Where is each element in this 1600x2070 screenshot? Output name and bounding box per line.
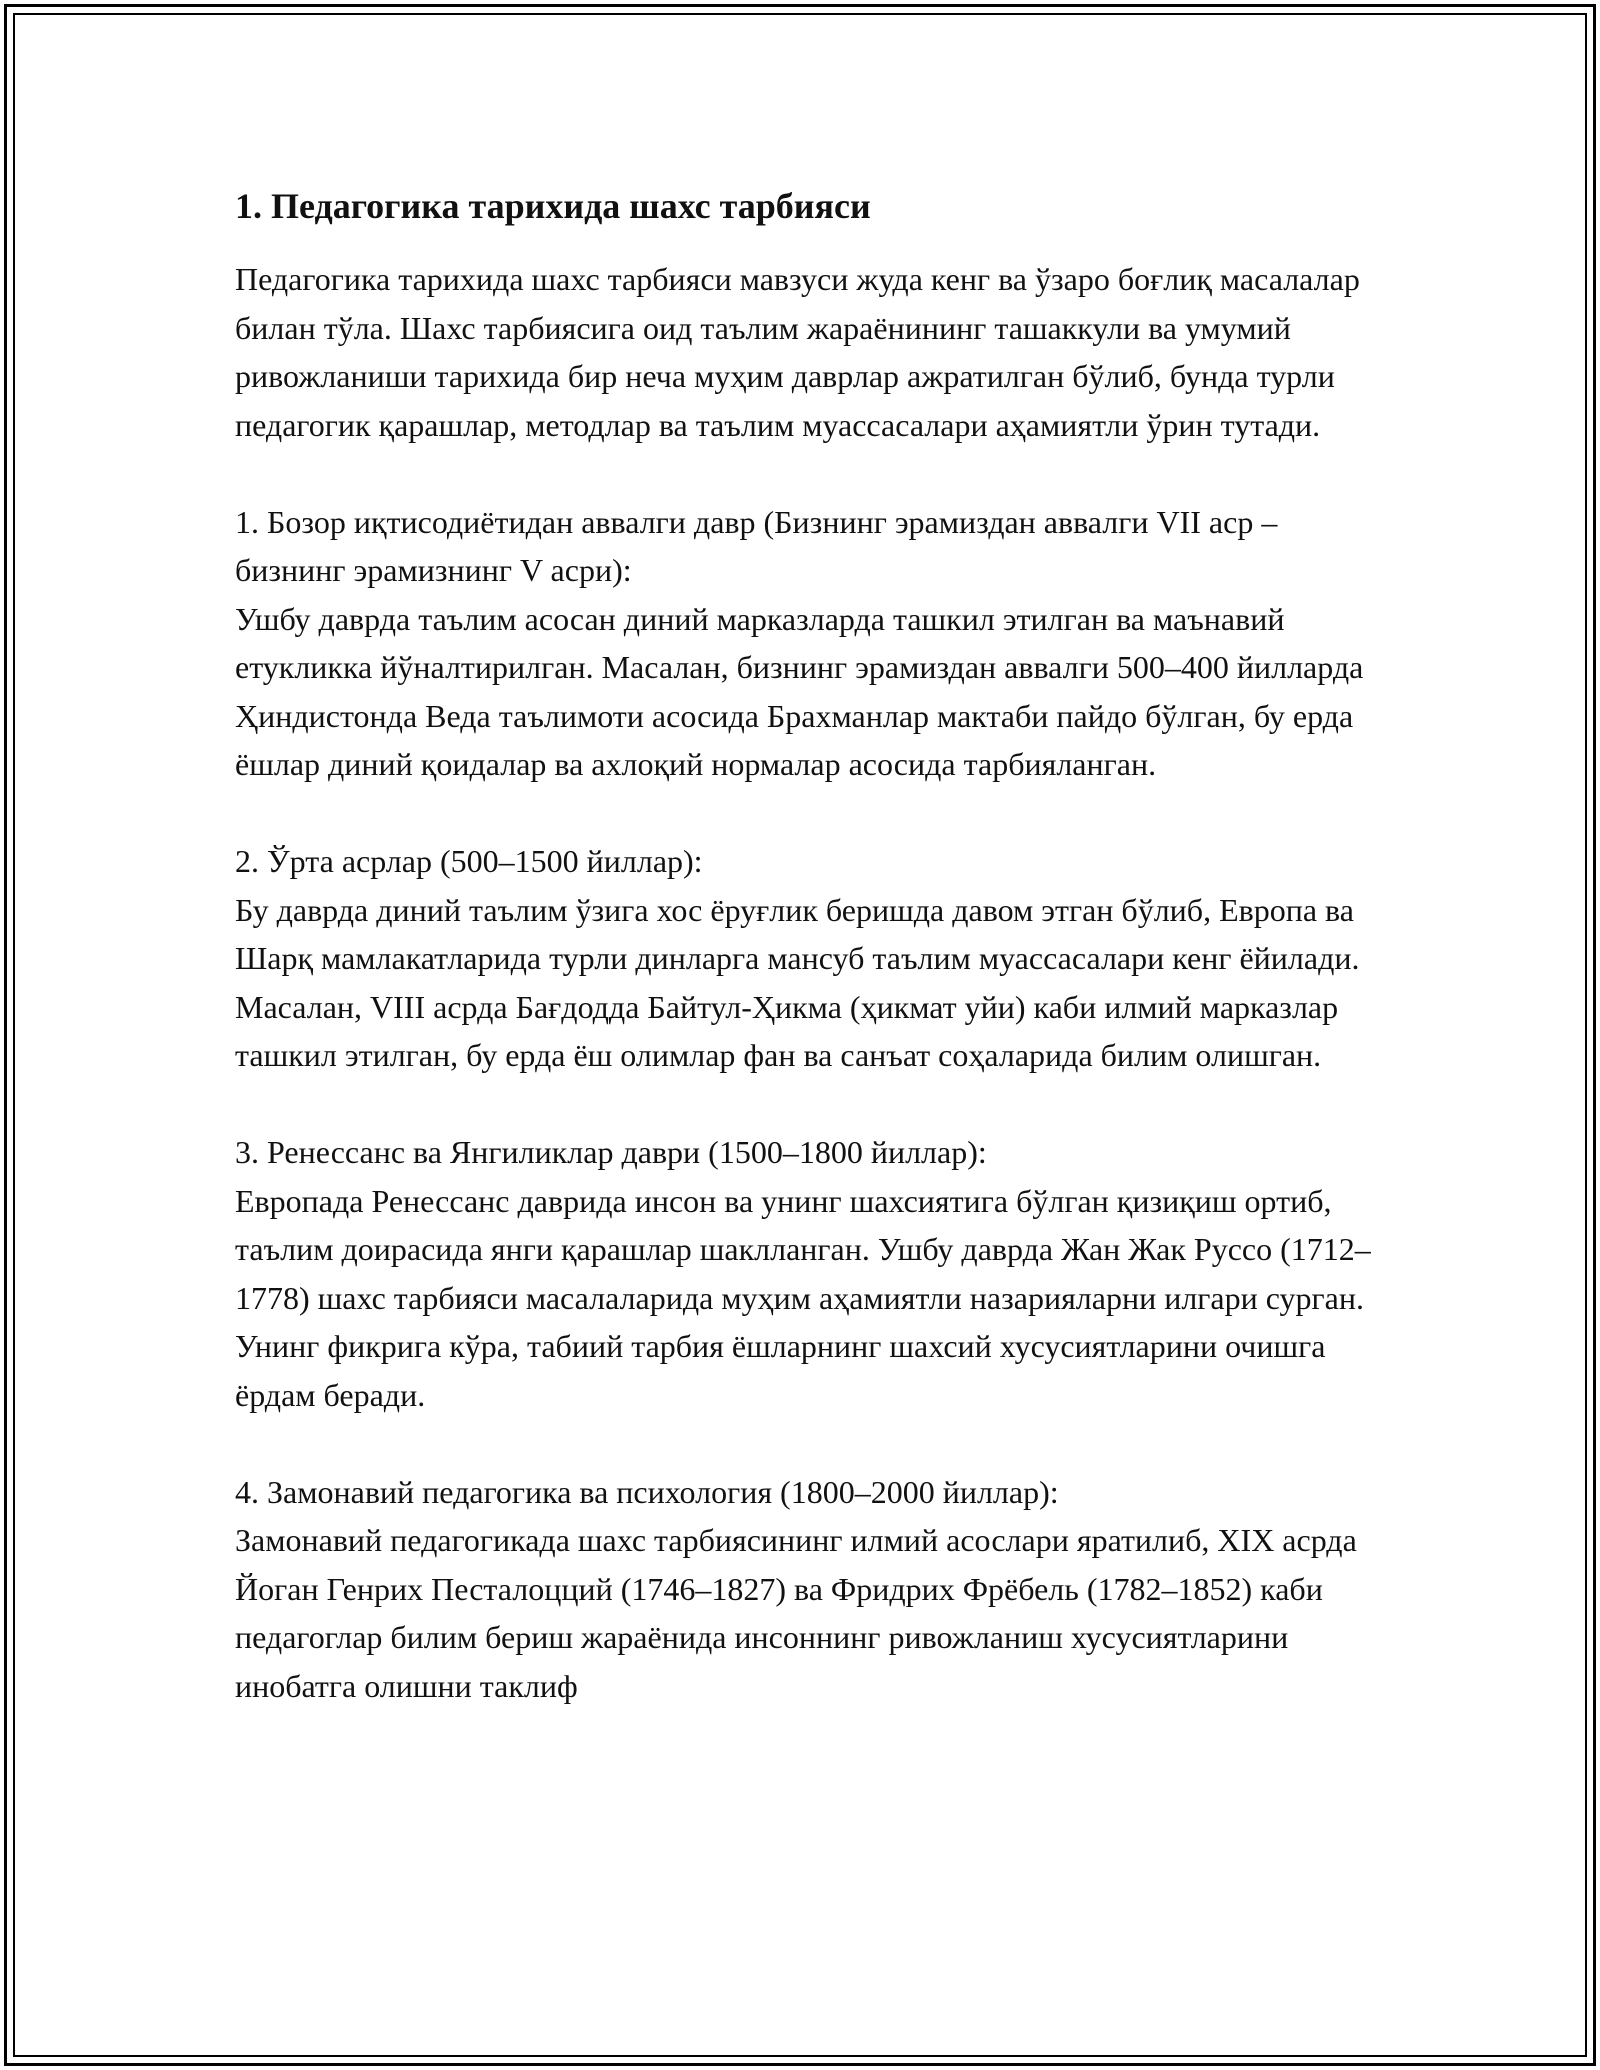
section-title: 4. Замонавий педагогика ва психология (1800–2000 йиллар): xyxy=(235,1473,1059,1510)
section-1 xyxy=(235,498,1385,789)
section-body: Ушбу даврда таълим асосан диний марказларда ташкил этилган ва маънавий етукликка йўналтирилган. Масалан, бизнинг эрамиздан аввалги 500–400 йилларда Ҳиндистонда Веда таълимоти асосида Брахманлар мактаби пайдо бўлган, бу ерда ёшлар диний қоидалар ва ахлоқий нормалар асосида тарбияланган. xyxy=(235,600,1364,783)
intro-paragraph: Педагогика тарихида шахс тарбияси мавзуси жуда кенг ва ўзаро боғлиқ масалалар билан тўла. Шахс тарбиясига оид таълим жараёнининг ташаккули ва умумий ривожланиши тарихида бир неча муҳим даврлар ажратилган бўлиб, бунда турли педагогик қарашлар, методлар ва таълим муассасалари аҳамиятли ўрин тутади. xyxy=(235,261,1360,443)
section-title: 2. Ўрта асрлар (500–1500 йиллар): xyxy=(235,843,703,880)
section-title: 3. Ренессанс ва Янгиликлар даври (1500–1800 йиллар): xyxy=(235,1134,987,1171)
document-heading: 1. Педагогика тарихида шахс тарбияси xyxy=(235,186,871,226)
section-body: Бу даврда диний таълим ўзига хос ёруғлик беришда давом этган бўлиб, Европа ва Шарқ мамлакатларида турли динларга мансуб таълим муассасалари кенг ёйилади. Масалан, VIII асрда Бағдодда Байтул-Ҳикма (ҳикмат уйи) каби илмий марказлар ташкил этилган, бу ерда ёш олимлар фан ва санъат соҳаларида билим олишган. xyxy=(235,891,1360,1074)
document-page xyxy=(235,185,1385,1710)
section-2 xyxy=(235,837,1385,1080)
section-title: 1. Бозор иқтисодиётидан аввалги давр (Бизнинг эрамиздан аввалги VII аср – бизнинг эрамизнинг V асри): xyxy=(235,503,1278,589)
section-3 xyxy=(235,1128,1385,1419)
section-4 xyxy=(235,1468,1385,1711)
section-body: Замонавий педагогикада шахс тарбиясининг илмий асослари яратилиб, XIX асрда Йоган Генрих Песталоцций (1746–1827) ва Фридрих Фрёбель (1782–1852) каби педагоглар билим бериш жараёнида инсоннинг ривожланиш хусусиятларини инобатга олишни таклиф xyxy=(235,1522,1357,1704)
section-body: Европада Ренессанс даврида инсон ва унинг шахсиятига бўлган қизиқиш ортиб, таълим доирасида янги қарашлар шаклланган. Ушбу даврда Жан Жак Руссо (1712–1778) шахс тарбияси масалаларида муҳим аҳамиятли назарияларни илгари сурган. Унинг фикрига кўра, табиий тарбия ёшларнинг шахсий хусусиятларини очишга ёрдам беради. xyxy=(235,1182,1371,1413)
